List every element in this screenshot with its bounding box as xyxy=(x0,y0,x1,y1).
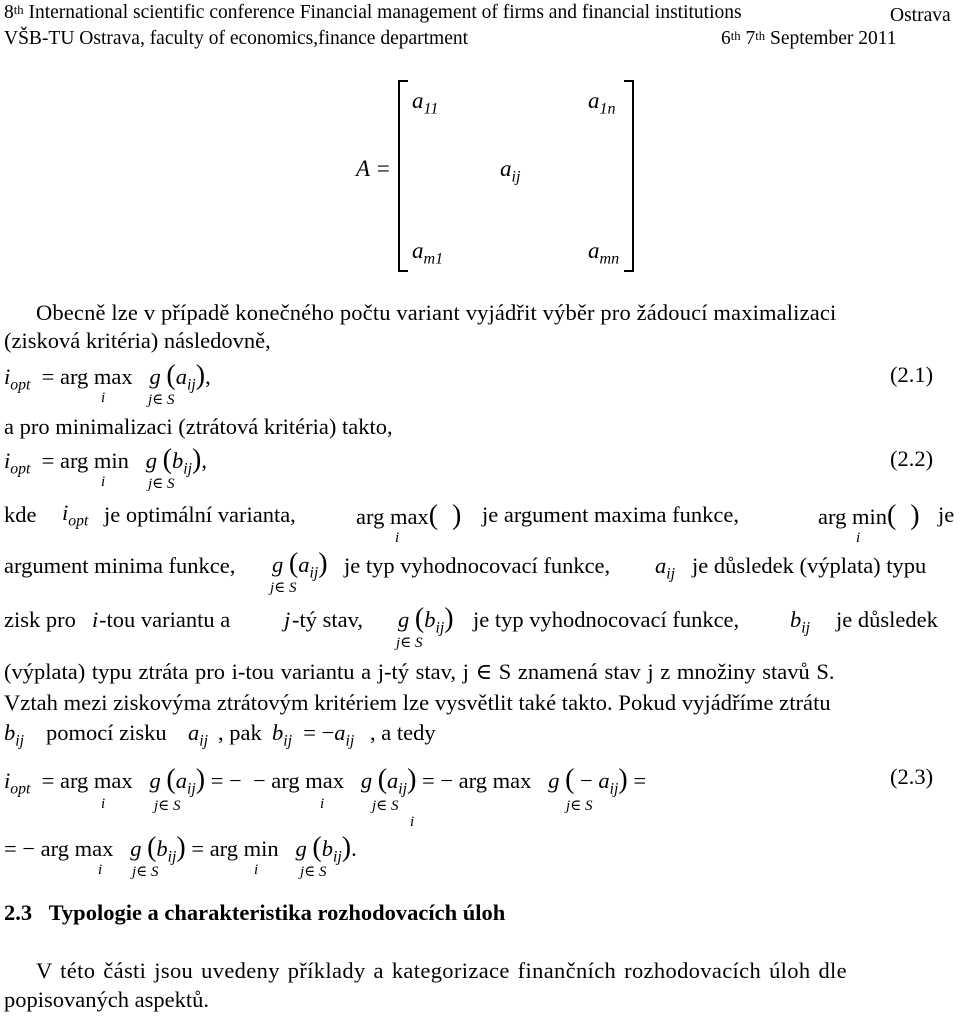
pomoci-line-text-1: pomocí zisku xyxy=(46,720,167,745)
kde-je: je xyxy=(938,502,955,527)
a11-subscript: 11 xyxy=(423,100,439,118)
equation-2-3-sub-jS-5: j∈ S xyxy=(300,864,327,880)
equation-2-3-sub-jS-3: j∈ S xyxy=(566,798,593,814)
header-place: Ostrava xyxy=(890,5,951,26)
equation-2-3-sub-i-2: i xyxy=(320,796,325,812)
am1-subscript: m1 xyxy=(423,250,444,268)
paragraph-1-line-2: (zisková kritéria) následovně, xyxy=(4,328,271,353)
zisk-line-text-2: -tou variantu a xyxy=(99,607,231,632)
amn-subscript: mn xyxy=(599,250,620,268)
equation-2-3-sub-i-4: i xyxy=(98,862,103,878)
closing-line-2: popisovaných aspektů. xyxy=(4,987,209,1012)
conference-number: 8 xyxy=(4,2,14,23)
pomoci-line-text-3: , a tedy xyxy=(370,720,436,745)
equation-2-3-sub-jS-2: j∈ S xyxy=(372,798,399,814)
conference-title: International scientific conference Financial management of firms and financial institutions xyxy=(23,2,742,23)
argument-line-text-2: je typ vyhodnocovací funkce, xyxy=(344,553,611,578)
date-day-end: 7 xyxy=(740,28,756,49)
a1n-symbol: a xyxy=(588,88,600,113)
paragraph-1-text: Obecně lze v případě konečného počtu variant vyjádřit výběr pro žádoucí maximalizaci xyxy=(36,300,837,325)
aij-subscript: ij xyxy=(511,168,521,186)
matrix-left-bracket xyxy=(398,80,408,272)
vztah-line: Vztah mezi ziskovýma ztrátovým kritériem lze vysvětlit také takto. Pokud vyjádříme ztrátu xyxy=(4,690,831,715)
equation-2-3-sub-i-5: i xyxy=(254,862,259,878)
zisk-line-text-4: je typ vyhodnocovací funkce, xyxy=(473,607,740,632)
zisk-line-g-sub: j∈ S xyxy=(396,635,423,651)
kde-argmax-sub: i xyxy=(395,530,400,546)
conference-number-suffix: th xyxy=(13,3,24,17)
zisk-line-g-bij: g $(b_{ij})$ xyxy=(398,603,454,637)
matrix-a11 xyxy=(412,88,438,119)
equation-2-3-label: (2.3) xyxy=(890,764,934,789)
date-day-start: 6 xyxy=(721,28,731,49)
equation-2-2: $i_{opt}$ = arg min g $(b_{ij})$, xyxy=(4,444,207,478)
date-rest: September 2011 xyxy=(765,28,897,49)
pomoci-line-eq: $b_{ij} = -a_{ij}$ xyxy=(272,720,355,750)
matrix-aij xyxy=(500,156,520,187)
kde-argmin-sub: i xyxy=(856,530,861,546)
amn-symbol: a xyxy=(588,238,600,263)
zisk-line-text-1: zisk pro xyxy=(4,607,76,632)
a1n-subscript: 1n xyxy=(599,100,616,118)
equation-2-1: $i_{opt}$ = arg max g $(a_{ij})$, xyxy=(4,360,211,394)
zisk-line-text-3: -tý stav, xyxy=(292,607,364,632)
equation-2-2-sub-jS: j∈ S xyxy=(148,476,175,492)
kde-i-opt: $i_{opt}$ xyxy=(62,500,89,530)
paragraph-1-line-1 xyxy=(36,300,956,326)
zisk-line-text-5: je důsledek xyxy=(836,607,938,632)
equation-2-3-sub-i-3: i xyxy=(410,814,415,830)
am1-symbol: a xyxy=(412,238,424,263)
closing-line-1: V této části jsou uvedeny příklady a kategorizace finančních rozhodovacích úloh dle xyxy=(36,958,847,983)
vyplata-line: (výplata) typu ztráta pro i-tou variantu a j-tý stav, j ∈ S znamená stav j z množiny stavů S. xyxy=(4,659,835,684)
argument-line-text-3: je důsledek (výplata) typu xyxy=(692,553,927,578)
paragraph-2: a pro minimalizaci (ztrátová kritéria) takto, xyxy=(4,414,393,439)
zisk-line-i: i xyxy=(92,607,99,632)
matrix-lhs xyxy=(356,156,391,182)
header-line-2: VŠB-TU Ostrava, faculty of economics,finance department xyxy=(4,28,469,49)
argument-line-g-aij: g $(a_{ij})$ xyxy=(272,548,328,582)
date-day-end-suffix: th xyxy=(755,29,766,43)
equation-2-1-label: (2.1) xyxy=(890,362,934,387)
zisk-line-j: j xyxy=(284,607,291,632)
kde-optimal-variant: je optimální varianta, xyxy=(104,502,296,527)
matrix-amn xyxy=(588,238,619,269)
equation-2-2-label: (2.2) xyxy=(890,446,934,471)
equation-2-3-line-1: $i_{opt}$ = arg max g $(a_{ij})$ = − − arg max g $(a_{ij})$ = − arg max g ( − $a_{ij}$) = xyxy=(4,764,647,798)
pomoci-line-bij: $b_{ij}$ xyxy=(4,720,25,750)
equation-2-1-sub-i: i xyxy=(101,390,106,406)
section-title: Typologie a charakteristika rozhodovacích úloh xyxy=(48,900,506,925)
header-date xyxy=(721,28,897,50)
argument-line-g-sub: j∈ S xyxy=(270,580,297,596)
equation-2-3-line-2: = − arg max g $(b_{ij})$ = arg min g $(b_{ij})$. xyxy=(4,832,357,866)
a11-symbol: a xyxy=(412,88,424,113)
kde-argmax-desc: je argument maxima funkce, xyxy=(482,502,739,527)
section-heading xyxy=(4,900,505,926)
pomoci-line-text-2: , pak xyxy=(218,720,262,745)
equation-2-3-sub-jS-1: j∈ S xyxy=(154,798,181,814)
kde-argmax: arg max( ) xyxy=(356,500,462,531)
kde-argmin: arg min( ) xyxy=(818,500,920,531)
equation-2-3-sub-jS-4: j∈ S xyxy=(132,864,159,880)
matrix-am1 xyxy=(412,238,443,269)
zisk-line-bij: $b_{ij}$ xyxy=(790,607,811,637)
kde-word: kde xyxy=(4,502,37,527)
aij-symbol: a xyxy=(500,156,512,181)
pomoci-line-aij: $a_{ij}$ xyxy=(188,720,209,750)
header-line-1 xyxy=(4,2,956,24)
matrix-lhs-text: A = xyxy=(356,156,391,181)
equation-2-1-sub-jS: j∈ S xyxy=(148,392,175,408)
date-day-start-suffix: th xyxy=(730,29,741,43)
argument-line-text-1: argument minima funkce, xyxy=(4,553,236,578)
equation-2-2-sub-i: i xyxy=(101,474,106,490)
section-number: 2.3 xyxy=(4,900,33,925)
matrix-right-bracket xyxy=(624,80,634,272)
equation-2-3-sub-i-1: i xyxy=(101,796,106,812)
matrix-a1n xyxy=(588,88,616,119)
argument-line-aij: $a_{ij}$ xyxy=(655,553,676,583)
